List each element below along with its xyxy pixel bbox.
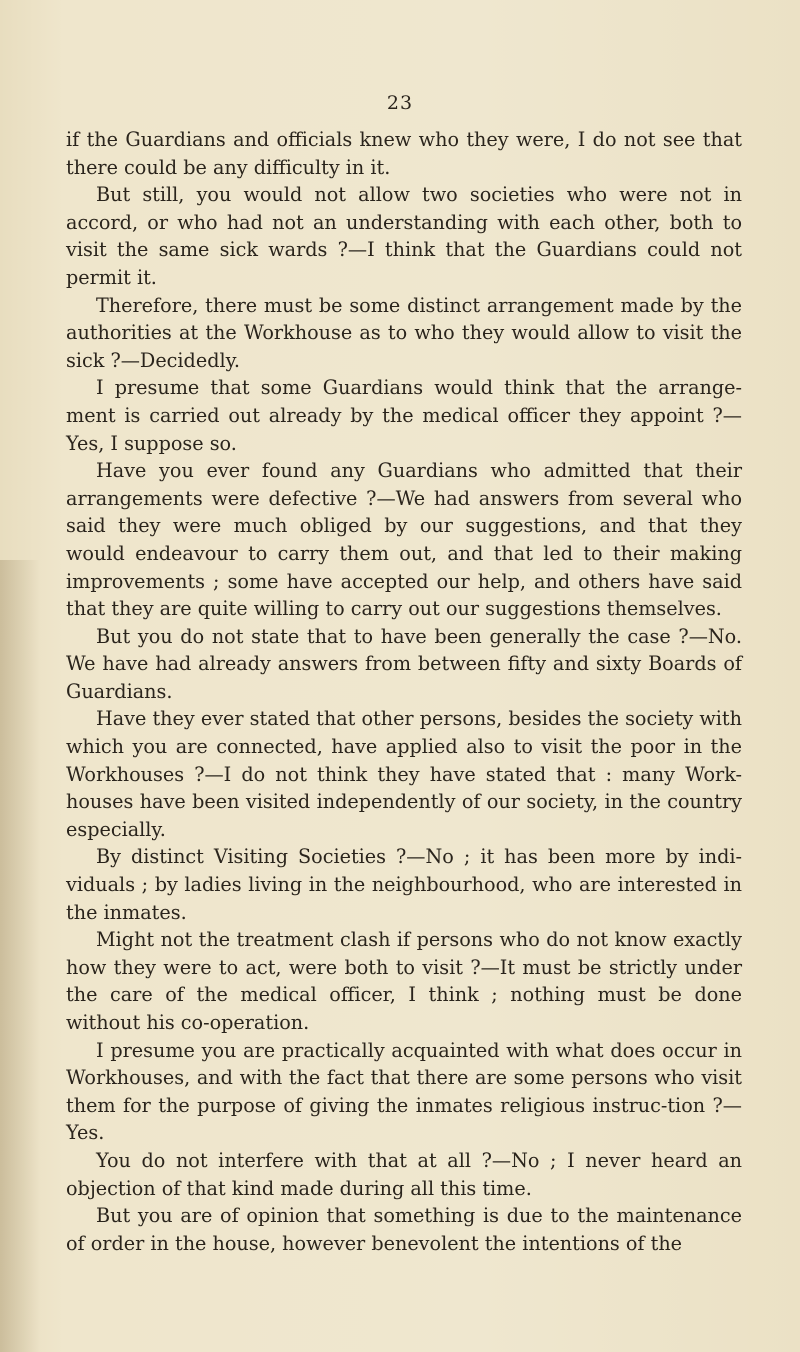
paragraph: You do not interfere with that at all ?—No ; I never heard an objection of that kind made during all this time. [66, 1148, 742, 1200]
paragraph: But you do not state that to have been generally the case ?—No. We have had already answers from between fifty and sixty Boards of Guardians. [66, 624, 742, 703]
paragraph: Might not the treatment clash if persons who do not know exactly how they were to act, were both to visit ?—It must be strictly under the care of the medical officer, I think ; nothing must be done without his co-operation. [66, 928, 742, 1034]
page-number: 23 [386, 92, 414, 114]
paragraph: But you are of opinion that something is due to the maintenance of order in the house, however benevolent the intentions of the [66, 1204, 742, 1255]
binding-shadow [0, 560, 40, 1352]
paragraph: I presume that some Guardians would think that the arrange-ment is carried out already by the medical officer they appoint ?— Yes, I suppose so. [66, 376, 742, 455]
paragraph: By distinct Visiting Societies ?—No ; it has been more by indi-viduals ; by ladies living in the neighbourhood, who are interested in the inmates. [66, 845, 742, 924]
paragraph: Therefore, there must be some distinct arrangement made by the authorities at the Workhouse as to who they would allow to visit the sick ?—Decidedly. [66, 293, 742, 372]
paragraph: if the Guardians and officials knew who they were, I do not see that there could be any difficulty in it. [66, 128, 742, 179]
paragraph: But still, you would not allow two societies who were not in accord, or who had not an understanding with each other, both to visit the same sick wards ?—I think that the Guardians could not permit it. [66, 183, 742, 289]
paragraph: Have they ever stated that other persons, besides the society with which you are connected, have applied also to visit the poor in the Workhouses ?—I do not think they have stated that : many Work-houses have been visited independently of our society, in the country especially. [66, 707, 742, 841]
body-text [66, 126, 742, 1257]
paragraph: I presume you are practically acquainted with what does occur in Workhouses, and with the fact that there are some persons who visit them for the purpose of giving the inmates religious instruc-tion ?—Yes. [66, 1038, 742, 1145]
paragraph: Have you ever found any Guardians who admitted that their arrangements were defective ?—We had answers from several who said they were much obliged by our suggestions, and that they would endeavour to carry them out, and that led to their making improvements ; some have accepted our help, and others have said that they are quite willing to carry out our suggestions themselves. [66, 459, 742, 621]
